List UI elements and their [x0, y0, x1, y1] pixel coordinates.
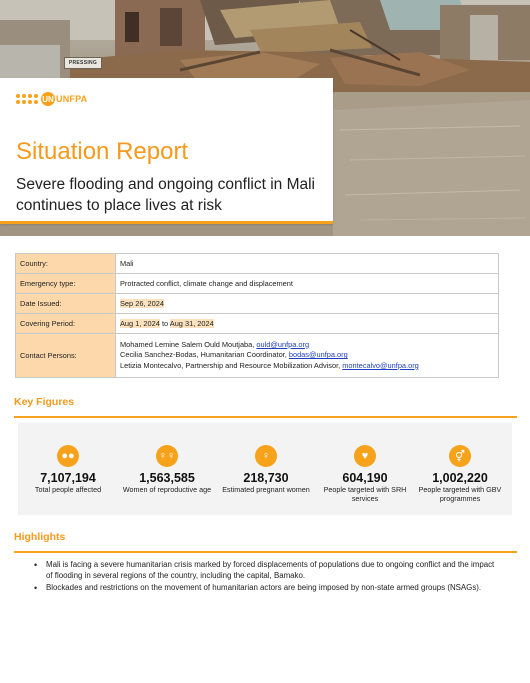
- key-figure: [18, 423, 118, 494]
- key-figure-label: Estimated pregnant women: [222, 485, 310, 494]
- table-row: [16, 294, 499, 314]
- contact-name: Mohamed Lemine Salem Ould Moutjaba,: [120, 339, 257, 349]
- emergency-type-value: Protracted conflict, climate change and displacement: [116, 274, 499, 294]
- table-row: [16, 254, 499, 274]
- pregnant-woman-icon: ♀: [255, 445, 277, 467]
- key-figures-panel: [18, 423, 512, 515]
- key-figures-divider: [14, 416, 517, 418]
- covering-period-label: Covering Period:: [16, 314, 116, 334]
- logo-text: UNFPA: [56, 94, 88, 104]
- date-issued-value: Sep 26, 2024: [120, 299, 164, 308]
- title-card: [0, 78, 333, 224]
- list-item: • Blockades and restrictions on the movement of humanitarian actors are being imposed by non-state armed groups (NSAGs).: [46, 583, 496, 594]
- contact-line: [120, 340, 494, 351]
- contact-email-link[interactable]: ould@unfpa.org: [256, 339, 310, 349]
- page-title: Situation Report: [16, 138, 189, 165]
- key-figure: [117, 423, 217, 494]
- gender-icon: ⚥: [449, 445, 471, 467]
- country-value: Mali: [116, 254, 499, 274]
- contact-email-link[interactable]: montecalvo@unfpa.org: [342, 360, 419, 370]
- contact-persons-label: Contact Persons:: [16, 334, 116, 378]
- contact-line: [120, 361, 494, 372]
- contact-email-link[interactable]: bodas@unfpa.org: [288, 350, 348, 360]
- table-row: [16, 274, 499, 294]
- key-figure-label: Women of reproductive age: [122, 485, 212, 494]
- logo-dots-icon: [16, 94, 38, 104]
- period-start: Aug 1, 2024: [120, 319, 160, 328]
- contact-name: Cecilia Sanchez-Bodas, Humanitarian Coordinator,: [120, 350, 289, 360]
- heart-hand-icon: ♥: [354, 445, 376, 467]
- key-figures-heading: Key Figures: [14, 396, 75, 408]
- key-figure: [410, 423, 510, 503]
- contact-persons-cell: [116, 334, 499, 378]
- pressing-sign: PRESSING: [64, 57, 102, 69]
- key-figure-label: People targeted with SRH services: [323, 485, 407, 503]
- key-figure-label: People targeted with GBV programmes: [418, 485, 502, 503]
- table-row: [16, 314, 499, 334]
- table-row: [16, 334, 499, 378]
- un-emblem-icon: UN: [41, 92, 55, 106]
- date-issued-cell: [116, 294, 499, 314]
- key-figure-value: 604,190: [342, 471, 388, 485]
- key-figure-value: 218,730: [243, 471, 289, 485]
- covering-period-cell: [116, 314, 499, 334]
- highlights-divider: [14, 551, 517, 553]
- key-figure-value: 1,563,585: [139, 471, 195, 485]
- report-info-table: [15, 253, 499, 378]
- emergency-type-label: Emergency type:: [16, 274, 116, 294]
- contact-name: Letizia Montecalvo, Partnership and Resource Mobilization Advisor,: [120, 360, 343, 370]
- page-subtitle: Severe flooding and ongoing conflict in Mali continues to place lives at risk: [16, 176, 315, 214]
- list-item: • Mali is facing a severe humanitarian crisis marked by forced displacements of populations due to ongoing conflict and the impact of flooding in several regions of the country, including the capital, Bamako.: [46, 560, 496, 581]
- country-label: Country:: [16, 254, 116, 274]
- key-figure-value: 1,002,220: [432, 471, 488, 485]
- key-figure-label: Total people affected: [34, 485, 102, 494]
- unfpa-logo: [16, 92, 87, 106]
- key-figure: [315, 423, 415, 503]
- key-figure: [216, 423, 316, 494]
- key-figure-value: 7,107,194: [40, 471, 96, 485]
- highlights-heading: Highlights: [14, 531, 66, 543]
- people-icon: ●●: [57, 445, 79, 467]
- highlights-list: [46, 560, 496, 596]
- date-issued-label: Date Issued:: [16, 294, 116, 314]
- women-icon: ♀♀: [156, 445, 178, 467]
- period-end: Aug 31, 2024: [169, 319, 214, 328]
- period-separator: to: [161, 319, 169, 328]
- contact-line: [120, 350, 494, 361]
